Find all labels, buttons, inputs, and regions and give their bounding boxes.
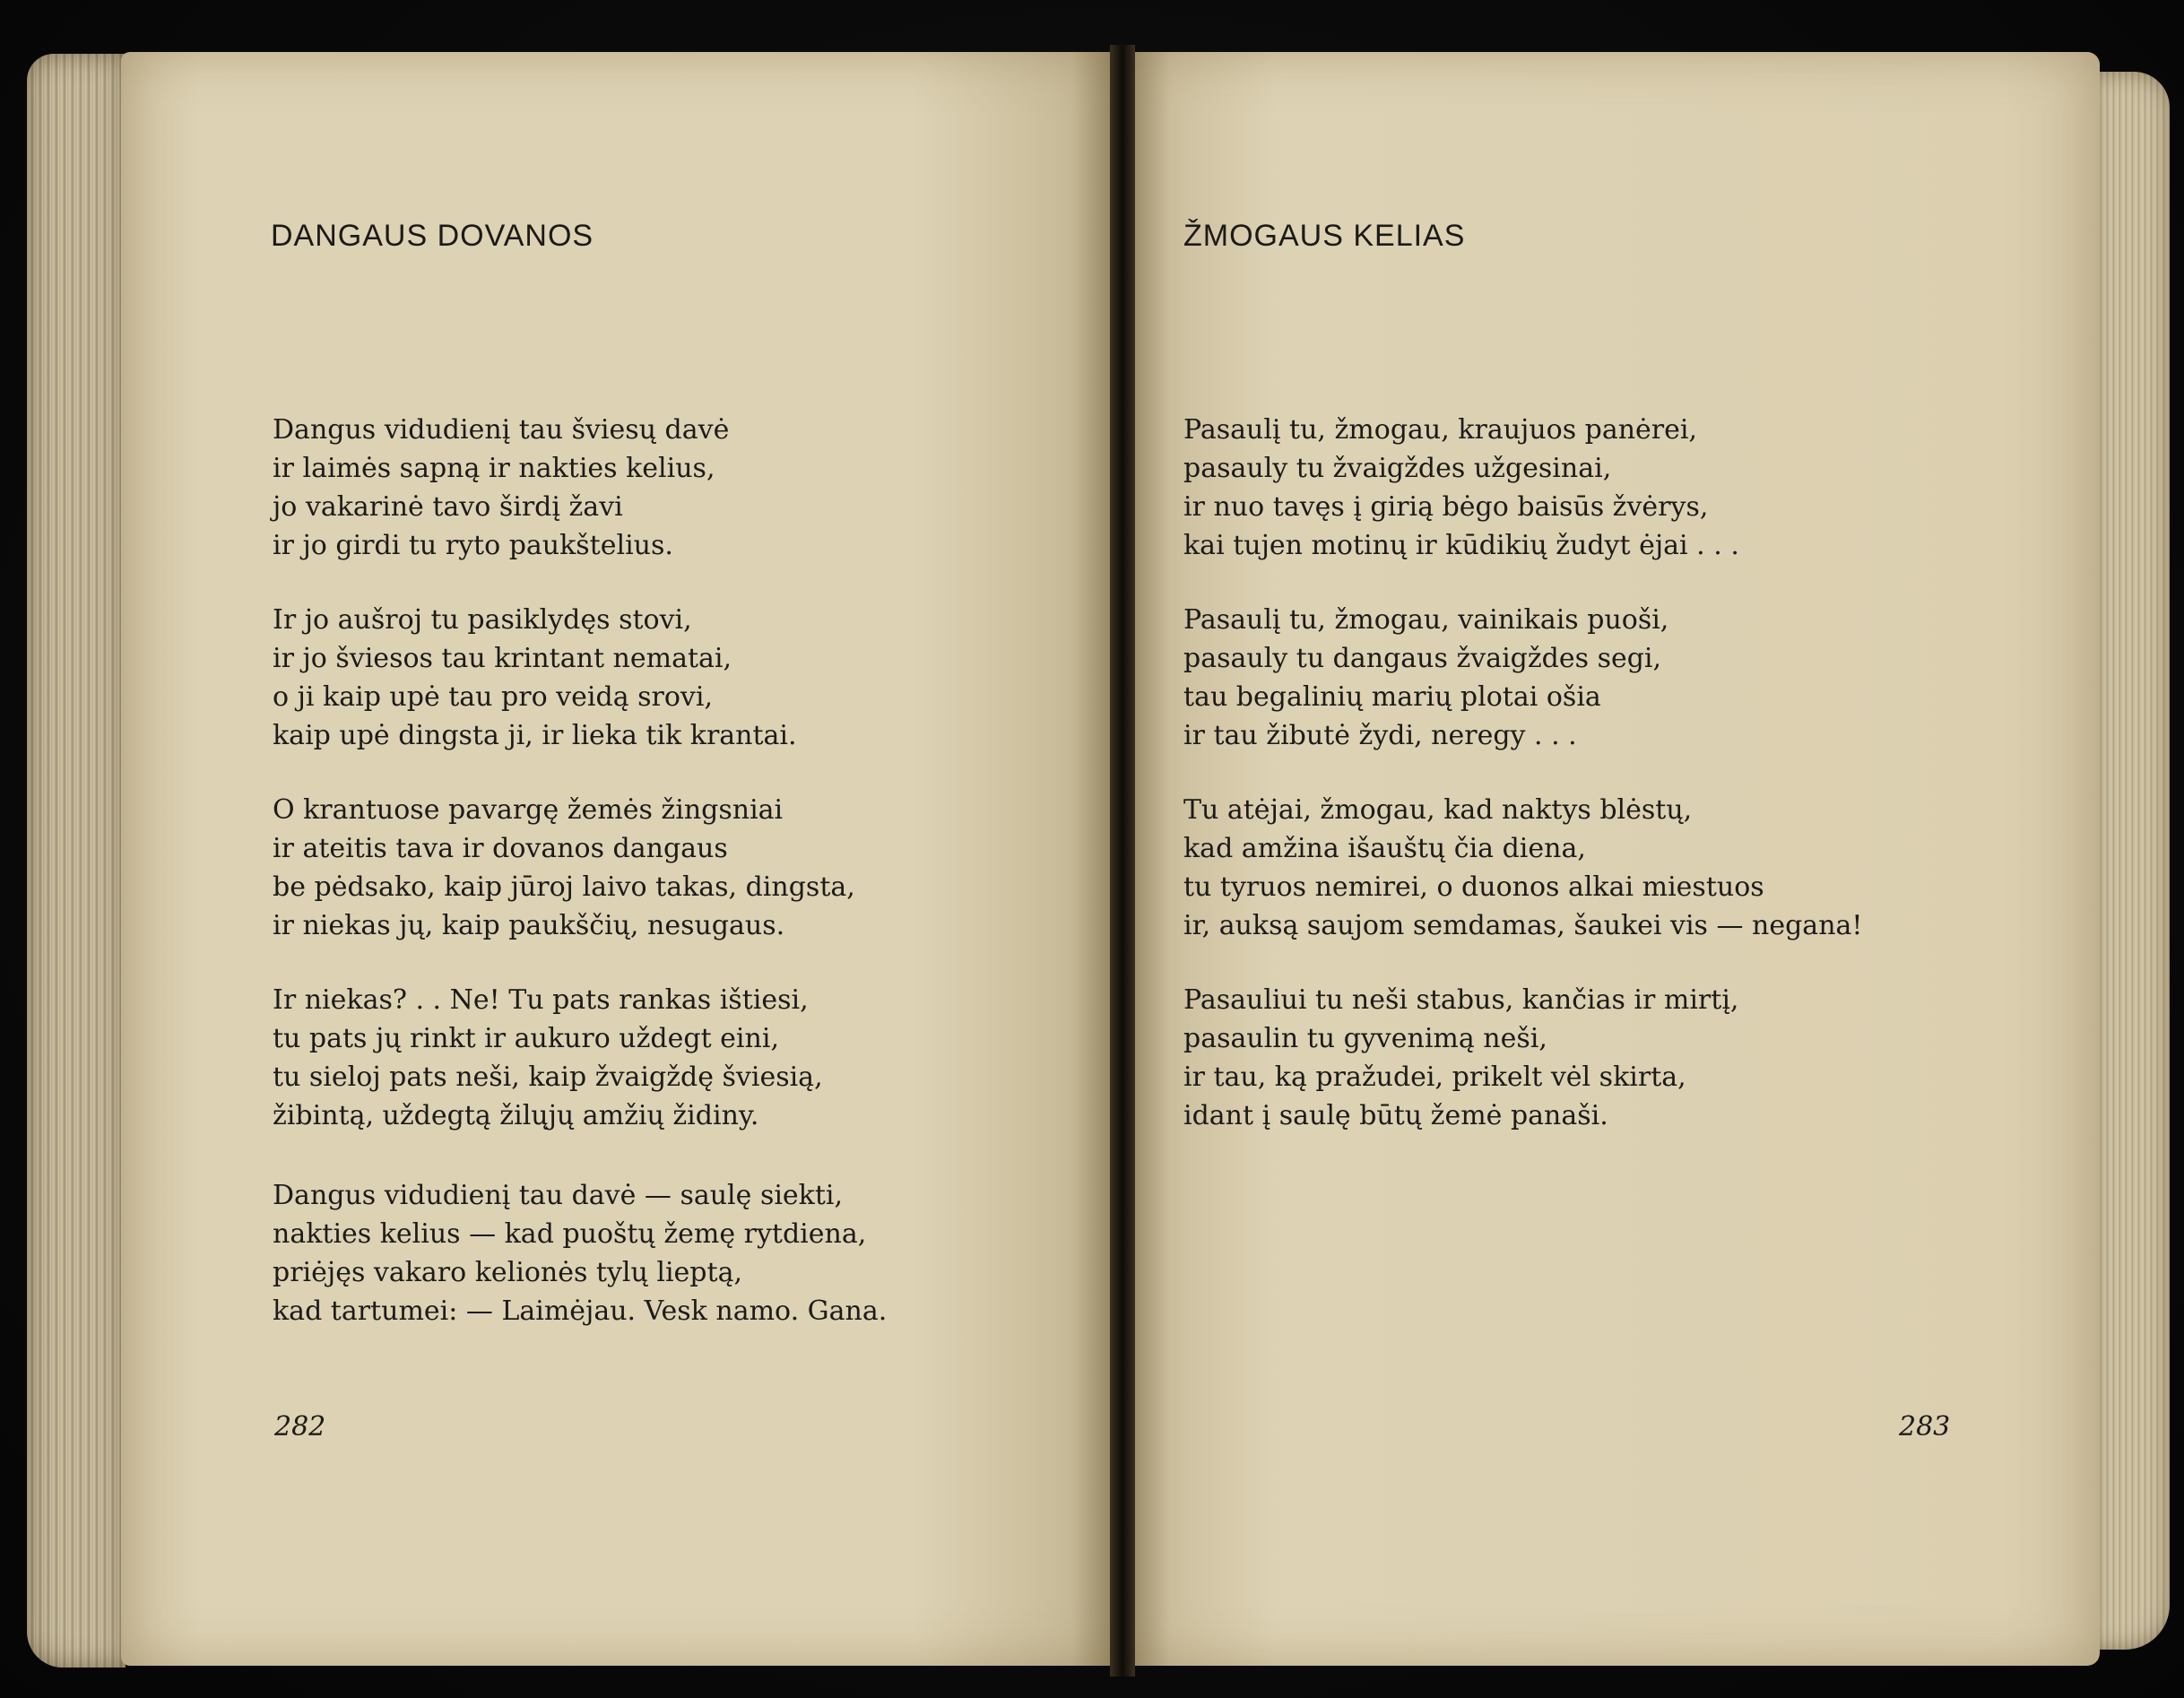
poem-line: jo vakarinė tavo širdį žavi [273,491,623,523]
poem-line: ir nuo tavęs į girią bėgo baisūs žvėrys, [1183,491,1709,523]
poem-line: tu pats jų rinkt ir aukuro uždegt eini, [273,1023,779,1054]
poem-line: ir, auksą saujom semdamas, šaukei vis — negana! [1183,910,1863,941]
poem-line: tu sieloj pats neši, kaip žvaigždę šviesią, [273,1061,823,1093]
poem-line: ir jo šviesos tau krintant nematai, [273,643,732,674]
poem-line: pasauly tu dangaus žvaigždes segi, [1183,643,1662,674]
poem-line: ir niekas jų, kaip paukščių, nesugaus. [273,910,785,941]
poem-line: pasauly tu žvaigždes užgesinai, [1183,453,1612,484]
left-stanza-2 [273,601,797,755]
right-stanza-3 [1183,791,1862,945]
left-stanza-3 [273,791,855,945]
poem-line: O krantuose pavargę žemės žingsniai [273,794,784,826]
poem-line: ir tau, ką pražudei, prikelt vėl skirta, [1183,1061,1686,1093]
left-stanza-5 [273,1176,887,1330]
page-stack-right-edge [2089,72,2170,1650]
poem-line: kai tujen motinų ir kūdikių žudyt ėjai . . . [1183,530,1739,561]
poem-line: tau begalinių marių plotai ošia [1183,681,1601,713]
poem-line: Pasaulį tu, žmogau, kraujuos panėrei, [1183,414,1698,446]
poem-line: Dangus vidudienį tau šviesų davė [273,414,730,446]
poem-line: žibintą, uždegtą žilųjų amžių židiny. [273,1100,759,1131]
right-page-number: 283 [1899,1411,1951,1442]
poem-line: Tu atėjai, žmogau, kad naktys blėstų, [1183,794,1693,826]
poem-line: o ji kaip upė tau pro veidą srovi, [273,681,713,713]
left-page-title: DANGAUS DOVANOS [271,219,594,253]
left-stanza-4 [273,981,823,1135]
left-stanza-1 [273,411,729,565]
page-stack-left-edge [27,54,126,1668]
left-page-number: 282 [274,1411,326,1442]
poem-line: kad tartumei: — Laimėjau. Vesk namo. Gana. [273,1295,888,1327]
poem-line: tu tyruos nemirei, o duonos alkai miestuos [1183,871,1764,903]
poem-line: nakties kelius — kad puoštų žemę rytdiena, [273,1218,867,1250]
right-page-title: ŽMOGAUS KELIAS [1183,219,1466,253]
poem-line: Pasauliui tu neši stabus, kančias ir mirtį, [1183,984,1739,1016]
poem-line: ir ateitis tava ir dovanos dangaus [273,833,728,864]
poem-line: pasaulin tu gyvenimą neši, [1183,1023,1547,1054]
poem-line: Ir niekas? . . Ne! Tu pats rankas ištiesi, [273,984,809,1016]
poem-line: kaip upė dingsta ji, ir lieka tik krantai. [273,720,797,751]
poem-line: kad amžina išauštų čia diena, [1183,833,1586,864]
book-gutter [1110,45,1135,1676]
right-stanza-2 [1183,601,1668,755]
poem-line: idant į saulę būtų žemė panaši. [1183,1100,1608,1131]
poem-line: ir jo girdi tu ryto paukštelius. [273,530,673,561]
poem-line: Ir jo aušroj tu pasiklydęs stovi, [273,604,692,636]
poem-line: Dangus vidudienį tau davė — saulę siekti, [273,1180,844,1211]
poem-line: ir laimės sapną ir nakties kelius, [273,453,715,484]
poem-line: be pėdsako, kaip jūroj laivo takas, dingsta, [273,871,855,903]
poem-line: priėjęs vakaro kelionės tylų lieptą, [273,1257,742,1288]
right-stanza-4 [1183,981,1738,1135]
right-stanza-1 [1183,411,1739,565]
poem-line: Pasaulį tu, žmogau, vainikais puoši, [1183,604,1669,636]
poem-line: ir tau žibutė žydi, neregy . . . [1183,720,1577,751]
